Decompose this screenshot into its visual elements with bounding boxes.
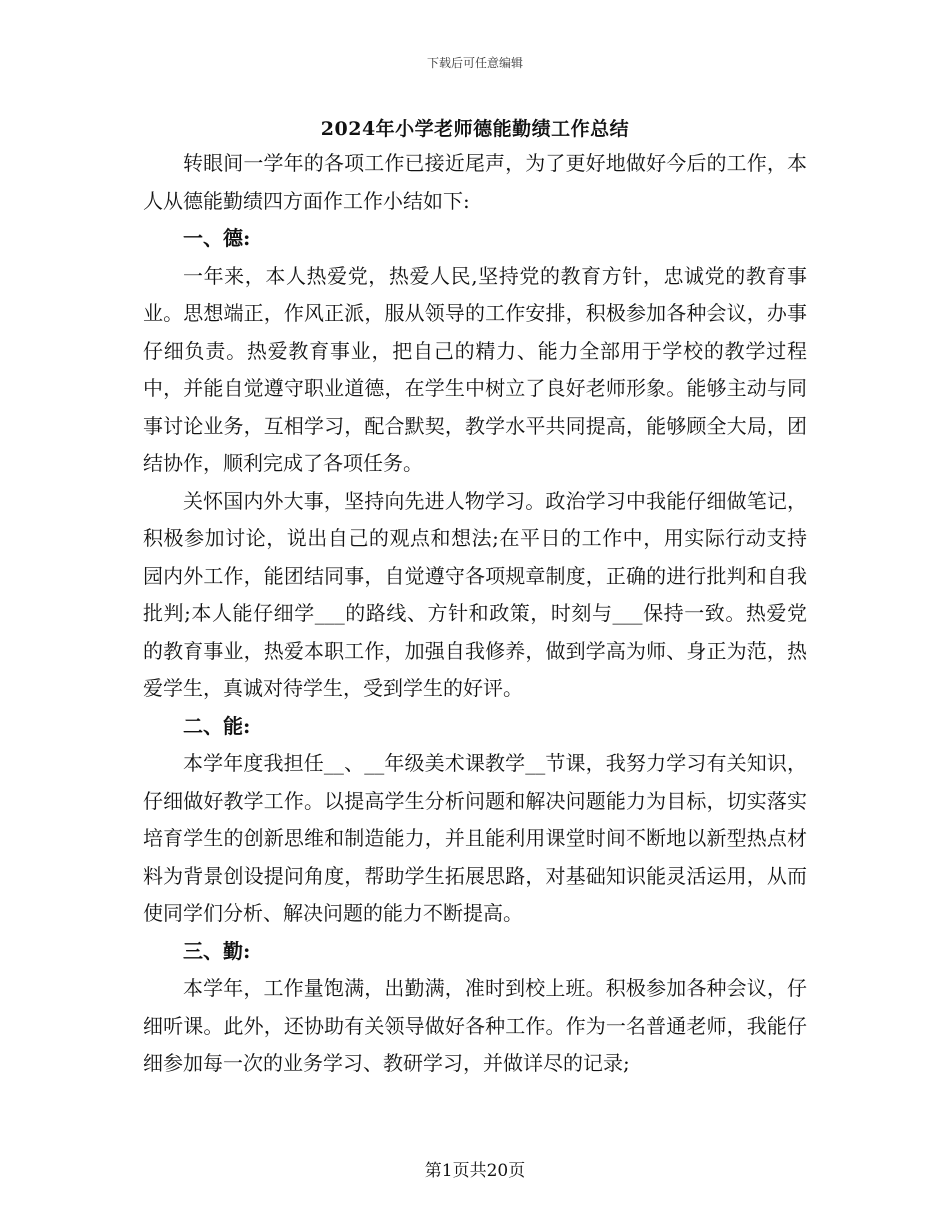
section-neng-paragraph-1: 本学年度我担任__、__年级美术课教学__节课，我努力学习有关知识，仔细做好教学工作。以提高学生分析问题和解决问题能力为目标，切实落实培育学生的创新思维和制造能力，并且能利用课堂时间不断地以新型热点材料为背景创设提问角度，帮助学生拓展思路，对基础知识能灵活运用，从而使同学们分析、解决问题的能力不断提高。 xyxy=(143,751,807,925)
section-de-paragraph-2: 关怀国内外大事，坚持向先进人物学习。政治学习中我能仔细做笔记，积极参加讨论，说出自己的观点和想法;在平日的工作中，用实际行动支持园内外工作，能团结同事，自觉遵守各项规章制度，正确的进行批判和自我批判;本人能仔细学___的路线、方针和政策，时刻与___保持一致。热爱党的教育事业，热爱本职工作，加强自我修养，做到学高为师、身正为范，热爱学生，真诚对待学生，受到学生的好评。 xyxy=(143,488,807,700)
section-heading-qin: 三、勤: xyxy=(183,938,251,963)
section-de-paragraph-1: 一年来，本人热爱党，热爱人民,坚持党的教育方针，忠诚党的教育事业。思想端正，作风正派，服从领导的工作安排，积极参加各种会议，办事仔细负责。热爱教育事业，把自己的精力、能力全部用于学校的教学过程中，并能自觉遵守职业道德，在学生中树立了良好老师形象。能够主动与同事讨论业务，互相学习，配合默契，教学水平共同提高，能够顾全大局，团结协作，顺利完成了各项任务。 xyxy=(143,263,807,475)
section-qin-paragraph-1: 本学年，工作量饱满，出勤满，准时到校上班。积极参加各种会议，仔细听课。此外，还协助有关领导做好各种工作。作为一名普通老师，我能仔细参加每一次的业务学习、教研学习，并做详尽的记录; xyxy=(143,976,807,1075)
header-note: 下载后可任意编辑 xyxy=(426,56,523,70)
document-title: 2024年小学老师德能勤绩工作总结 xyxy=(320,118,630,140)
document-body xyxy=(143,145,807,1083)
section-heading-de: 一、德: xyxy=(183,226,251,250)
page-number-footer: 第1页共20页 xyxy=(424,1161,526,1181)
intro-paragraph: 转眼间一学年的各项工作已接近尾声，为了更好地做好今后的工作，本人从德能勤绩四方面作工作小结如下: xyxy=(143,151,807,213)
section-heading-neng: 二、能: xyxy=(183,713,251,738)
